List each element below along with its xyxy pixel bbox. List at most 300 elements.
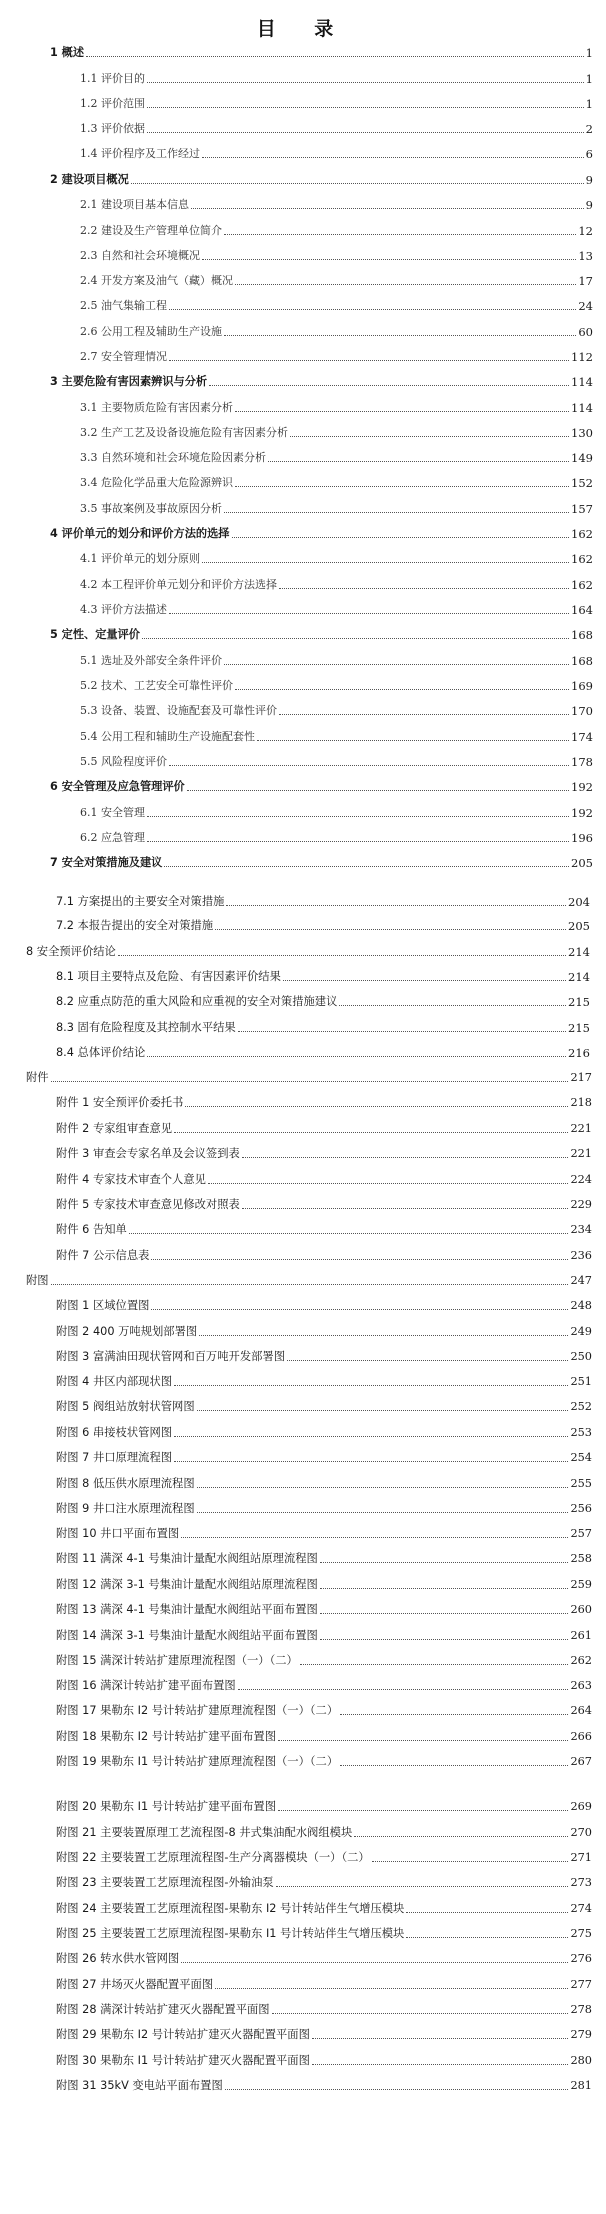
toc-entry-title: 附图 31 35kV 变电站平面布置图 [56, 2079, 223, 2092]
toc-entry-title: 附图 24 主要装置工艺原理流程图-果勒东 I2 号计转站伴生气增压模块 [56, 1902, 405, 1915]
toc-page-number: 204 [568, 895, 590, 909]
toc-page-number: 196 [571, 831, 593, 845]
dot-leader [174, 1132, 568, 1133]
toc-page-number: 214 [568, 945, 590, 959]
toc-section-entry[interactable] [80, 196, 593, 212]
dot-leader [242, 1157, 569, 1158]
toc-entry-title: 2.5 油气集输工程 [80, 299, 167, 312]
toc-section-entry[interactable] [56, 1677, 592, 1693]
dot-leader [151, 1309, 568, 1310]
dot-leader [300, 1664, 569, 1665]
toc-chapter-entry[interactable] [50, 373, 593, 389]
toc-section-entry[interactable] [56, 1196, 592, 1212]
dot-leader [268, 461, 569, 462]
toc-section-entry[interactable] [56, 1019, 590, 1035]
toc-entry-title: 2.2 建设及生产管理单位简介 [80, 224, 222, 237]
toc-page-number: 9 [585, 173, 593, 187]
toc-section-entry[interactable] [80, 804, 593, 820]
toc-section-entry[interactable] [80, 399, 593, 415]
dot-leader [191, 208, 584, 209]
dot-leader [372, 1861, 569, 1862]
toc-entry-title: 2.6 公用工程及辅助生产设施 [80, 325, 222, 338]
toc-entry-title: 附件 [26, 1071, 49, 1084]
toc-page-number: 247 [570, 1274, 592, 1287]
toc-section-entry[interactable] [80, 145, 593, 161]
toc-section-entry[interactable] [80, 677, 593, 693]
dot-leader [257, 740, 569, 741]
toc-section-entry[interactable] [80, 323, 593, 339]
toc-section-entry[interactable] [80, 474, 593, 490]
toc-section-entry[interactable] [56, 1323, 592, 1339]
toc-entry-title: 附图 16 满深计转站扩建平面布置图 [56, 1679, 236, 1692]
dot-leader [147, 132, 584, 133]
toc-section-entry[interactable] [56, 1094, 592, 1110]
toc-page-number: 192 [571, 806, 593, 820]
toc-page-number: 236 [570, 1249, 592, 1262]
dot-leader [340, 1765, 568, 1766]
toc-section-entry[interactable] [56, 2001, 592, 2017]
toc-entry-title: 附图 27 井场灭火器配置平面图 [56, 1978, 214, 1991]
toc-section-entry[interactable] [80, 95, 593, 111]
dot-leader [238, 1689, 569, 1690]
toc-page-number: 2 [585, 122, 593, 136]
toc-entry-title: 附图 8 低压供水原理流程图 [56, 1477, 195, 1490]
toc-page-number: 234 [570, 1223, 592, 1236]
dot-leader [185, 1106, 568, 1107]
toc-page-number: 157 [571, 502, 593, 516]
toc-page-number: 274 [570, 1902, 592, 1915]
toc-title: 目 录 [256, 18, 350, 40]
toc-page-number: 217 [570, 1071, 592, 1084]
toc-page-number: 12 [578, 224, 593, 238]
toc-page-number: 205 [568, 919, 590, 933]
toc-page-number: 249 [570, 1325, 592, 1338]
toc-chapter-entry[interactable] [50, 854, 593, 870]
toc-page-number: 162 [571, 552, 593, 566]
toc-entry-title: 附图 11 满深 4-1 号集油计量配水阀组站原理流程图 [56, 1552, 318, 1565]
toc-chapter-entry[interactable] [26, 1069, 592, 1085]
dot-leader [142, 638, 569, 639]
toc-chapter-entry[interactable] [26, 943, 590, 959]
toc-page-number: 13 [578, 249, 593, 263]
dot-leader [224, 664, 569, 665]
toc-page-number: 260 [570, 1603, 592, 1616]
toc-entry-title: 5.5 风险程度评价 [80, 755, 167, 768]
dot-leader [215, 929, 566, 930]
dot-leader [226, 905, 566, 906]
toc-section-entry[interactable] [56, 1849, 592, 1865]
toc-page-number: 152 [571, 476, 593, 490]
toc-section-entry[interactable] [56, 1475, 592, 1491]
toc-entry-title: 1.2 评价范围 [80, 97, 145, 110]
toc-page-number: 279 [570, 2028, 592, 2041]
toc-section-entry[interactable] [56, 1373, 592, 1389]
toc-section-entry[interactable] [56, 1247, 592, 1263]
toc-entry-title: 8.3 固有危险程度及其控制水平结果 [56, 1021, 236, 1034]
toc-page-number: 205 [571, 856, 593, 870]
dot-leader [283, 980, 566, 981]
toc-section-entry[interactable] [56, 1728, 592, 1744]
toc-entry-title: 附件 4 专家技术审查个人意见 [56, 1173, 206, 1186]
toc-page-number: 257 [570, 1527, 592, 1540]
toc-page-number: 277 [570, 1978, 592, 1991]
toc-section-entry[interactable] [56, 1702, 592, 1718]
dot-leader [279, 714, 569, 715]
dot-leader [202, 157, 584, 158]
toc-page-number: 168 [571, 654, 593, 668]
dot-leader [197, 1512, 569, 1513]
toc-section-entry[interactable] [80, 247, 593, 263]
toc-entry-title: 附图 22 主要装置工艺原理流程图-生产分离器模块（一）（二） [56, 1851, 370, 1864]
toc-section-entry[interactable] [56, 1297, 592, 1313]
toc-entry-title: 4 评价单元的划分和评价方法的选择 [50, 527, 230, 540]
toc-section-entry[interactable] [80, 728, 593, 744]
toc-entry-title: 附图 15 满深计转站扩建原理流程图（一）（二） [56, 1654, 298, 1667]
toc-page-number: 264 [570, 1704, 592, 1717]
toc-section-entry[interactable] [80, 449, 593, 465]
toc-section-entry[interactable] [80, 601, 593, 617]
dot-leader [242, 1208, 569, 1209]
toc-section-entry[interactable] [56, 893, 590, 909]
toc-entry-title: 1 概述 [50, 46, 85, 59]
toc-entry-title: 附件 7 公示信息表 [56, 1249, 150, 1262]
dot-leader [202, 562, 569, 563]
dot-leader [339, 1005, 566, 1006]
toc-entry-title: 附图 17 果勒东 I2 号计转站扩建原理流程图（一）（二） [56, 1704, 339, 1717]
toc-chapter-entry[interactable] [50, 525, 593, 541]
toc-entry-title: 附件 3 审查会专家名单及会议签到表 [56, 1147, 240, 1160]
toc-page-number: 216 [568, 1046, 590, 1060]
toc-page-number: 275 [570, 1927, 592, 1940]
toc-page-number: 256 [570, 1502, 592, 1515]
toc-entry-title: 附图 14 满深 3-1 号集油计量配水阀组站平面布置图 [56, 1629, 318, 1642]
toc-section-entry[interactable] [56, 1044, 590, 1060]
toc-section-entry[interactable] [56, 1976, 592, 1992]
toc-entry-title: 附图 21 主要装置原理工艺流程图-8 井式集油配水阀组模块 [56, 1826, 353, 1839]
toc-section-entry[interactable] [56, 1398, 592, 1414]
dot-leader [147, 841, 569, 842]
toc-page-number: 253 [570, 1426, 592, 1439]
toc-page-number: 267 [570, 1755, 592, 1768]
toc-entry-title: 附图 20 果勒东 I1 号计转站扩建平面布置图 [56, 1800, 277, 1813]
toc-section-entry[interactable] [80, 120, 593, 136]
toc-entry-title: 5.1 选址及外部安全条件评价 [80, 654, 222, 667]
toc-entry-title: 8.1 项目主要特点及危险、有害因素评价结果 [56, 970, 281, 983]
toc-entry-title: 1.4 评价程序及工作经过 [80, 147, 200, 160]
dot-leader [224, 234, 576, 235]
toc-page-number: 252 [570, 1400, 592, 1413]
toc-page-number: 248 [570, 1299, 592, 1312]
toc-section-entry[interactable] [56, 1874, 592, 1890]
dot-leader [340, 1714, 568, 1715]
toc-entry-title: 3.2 生产工艺及设备设施危险有害因素分析 [80, 426, 288, 439]
toc-entry-title: 3.3 自然环境和社会环境危险因素分析 [80, 451, 266, 464]
dot-leader [215, 1988, 568, 1989]
dot-leader [197, 1487, 569, 1488]
toc-page-number: 162 [571, 578, 593, 592]
toc-page-number: 112 [571, 350, 593, 364]
toc-page-number: 221 [570, 1122, 592, 1135]
toc-section-entry[interactable] [56, 1627, 592, 1643]
toc-chapter-entry[interactable] [50, 778, 593, 794]
toc-section-entry[interactable] [80, 550, 593, 566]
toc-entry-title: 附图 19 果勒东 I1 号计转站扩建原理流程图（一）（二） [56, 1755, 339, 1768]
toc-section-entry[interactable] [56, 1171, 592, 1187]
toc-page-number: 114 [571, 375, 593, 389]
toc-section-entry[interactable] [80, 576, 593, 592]
toc-section-entry[interactable] [56, 1576, 592, 1592]
toc-entry-title: 3.1 主要物质危险有害因素分析 [80, 401, 233, 414]
dot-leader [235, 486, 569, 487]
dot-leader [235, 284, 576, 285]
dot-leader [169, 765, 569, 766]
toc-section-entry[interactable] [56, 1824, 592, 1840]
toc-entry-title: 1.1 评价目的 [80, 72, 145, 85]
toc-page-number: 259 [570, 1578, 592, 1591]
dot-leader [320, 1613, 569, 1614]
toc-entry-title: 附图 26 转水供水管网图 [56, 1952, 180, 1965]
toc-page-number: 24 [578, 299, 593, 313]
toc-page-number: 1 [585, 46, 593, 60]
toc-entry-title: 8.4 总体评价结论 [56, 1046, 146, 1059]
toc-page-number: 168 [571, 628, 593, 642]
toc-entry-title: 附件 2 专家组审查意见 [56, 1122, 173, 1135]
toc-section-entry[interactable] [56, 1550, 592, 1566]
toc-entry-title: 2 建设项目概况 [50, 173, 129, 186]
toc-page-number: 278 [570, 2003, 592, 2016]
toc-entry-title: 附图 [26, 1274, 49, 1287]
dot-leader [129, 1233, 569, 1234]
toc-section-entry[interactable] [56, 993, 590, 1009]
dot-leader [199, 1335, 568, 1336]
toc-section-entry[interactable] [80, 70, 593, 86]
dot-leader [276, 1886, 569, 1887]
toc-entry-title: 附图 4 井区内部现状图 [56, 1375, 173, 1388]
toc-section-entry[interactable] [56, 1753, 592, 1769]
toc-entry-title: 附图 7 井口原理流程图 [56, 1451, 173, 1464]
toc-entry-title: 2.3 自然和社会环境概况 [80, 249, 200, 262]
dot-leader [147, 816, 569, 817]
toc-entry-title: 附图 5 阀组站放射状管网图 [56, 1400, 195, 1413]
dot-leader [312, 2064, 569, 2065]
dot-leader [131, 183, 584, 184]
toc-page-number: 60 [578, 325, 593, 339]
toc-section-entry[interactable] [56, 1900, 592, 1916]
toc-page-number: 254 [570, 1451, 592, 1464]
toc-entry-title: 附图 18 果勒东 I2 号计转站扩建平面布置图 [56, 1730, 277, 1743]
toc-entry-title: 5 定性、定量评价 [50, 628, 140, 641]
dot-leader [147, 82, 584, 83]
toc-entry-title: 附图 23 主要装置工艺原理流程图-外输油泵 [56, 1876, 274, 1889]
toc-section-entry[interactable] [56, 1348, 592, 1364]
toc-section-entry[interactable] [80, 297, 593, 313]
toc-chapter-entry[interactable] [26, 1272, 592, 1288]
dot-leader [187, 790, 569, 791]
toc-section-entry[interactable] [56, 1798, 592, 1814]
dot-leader [151, 1259, 568, 1260]
toc-chapter-entry[interactable] [50, 626, 593, 642]
dot-leader [86, 56, 584, 57]
toc-entry-title: 5.3 设备、装置、设施配套及可靠性评价 [80, 704, 277, 717]
toc-page-number: 114 [571, 401, 593, 415]
toc-section-entry[interactable] [80, 500, 593, 516]
dot-leader [225, 2089, 569, 2090]
toc-page-number: 276 [570, 1952, 592, 1965]
toc-page-number: 6 [585, 147, 593, 161]
toc-entry-title: 附图 1 区域位置图 [56, 1299, 150, 1312]
toc-page-number: 218 [570, 1096, 592, 1109]
toc-entry-title: 3 主要危险有害因素辨识与分析 [50, 375, 208, 388]
toc-page-number: 215 [568, 1021, 590, 1035]
dot-leader [224, 335, 576, 336]
toc-section-entry[interactable] [56, 1652, 592, 1668]
toc-section-entry[interactable] [56, 917, 590, 933]
toc-section-entry[interactable] [80, 702, 593, 718]
toc-page-number: 251 [570, 1375, 592, 1388]
dot-leader [202, 259, 576, 260]
toc-entry-title: 附件 5 专家技术审查意见修改对照表 [56, 1198, 240, 1211]
dot-leader [181, 1962, 568, 1963]
toc-entry-title: 附图 25 主要装置工艺原理流程图-果勒东 I1 号计转站伴生气增压模块 [56, 1927, 405, 1940]
dot-leader [235, 411, 569, 412]
toc-page-number: 1 [585, 97, 593, 111]
toc-entry-title: 2.7 安全管理情况 [80, 350, 167, 363]
toc-section-entry[interactable] [56, 968, 590, 984]
dot-leader [287, 1360, 568, 1361]
toc-page-number: 130 [571, 426, 593, 440]
toc-page-number: 9 [585, 198, 593, 212]
dot-leader [169, 360, 569, 361]
dot-leader [232, 537, 570, 538]
toc-section-entry[interactable] [56, 1449, 592, 1465]
toc-entry-title: 7.2 本报告提出的安全对策措施 [56, 919, 214, 932]
toc-page-number: 266 [570, 1730, 592, 1743]
toc-page-number: 174 [571, 730, 593, 744]
dot-leader [197, 1410, 569, 1411]
toc-entry-title: 6.2 应急管理 [80, 831, 145, 844]
toc-page-number: 169 [571, 679, 593, 693]
dot-leader [174, 1385, 568, 1386]
toc-page-number: 255 [570, 1477, 592, 1490]
dot-leader [209, 385, 569, 386]
dot-leader [278, 1810, 568, 1811]
toc-entry-title: 附图 28 满深计转站扩建灭火器配置平面图 [56, 2003, 270, 2016]
toc-entry-title: 附件 1 安全预评价委托书 [56, 1096, 184, 1109]
dot-leader [51, 1284, 569, 1285]
toc-section-entry[interactable] [56, 1525, 592, 1541]
toc-entry-title: 6 安全管理及应急管理评价 [50, 780, 185, 793]
toc-entry-title: 附图 2 400 万吨规划部署图 [56, 1325, 198, 1338]
toc-section-entry[interactable] [56, 1925, 592, 1941]
toc-entry-title: 附图 3 富满油田现状管网和百万吨开发部署图 [56, 1350, 286, 1363]
toc-page-number: 269 [570, 1800, 592, 1813]
toc-entry-title: 4.3 评价方法描述 [80, 603, 167, 616]
toc-entry-title: 4.1 评价单元的划分原则 [80, 552, 200, 565]
toc-page-number: 164 [571, 603, 593, 617]
toc-section-entry[interactable] [80, 222, 593, 238]
toc-entry-title: 附图 6 串接枝状管网图 [56, 1426, 173, 1439]
dot-leader [272, 2013, 569, 2014]
toc-section-entry[interactable] [56, 1221, 592, 1237]
toc-chapter-entry[interactable] [50, 171, 593, 187]
dot-leader [174, 1461, 568, 1462]
toc-section-entry[interactable] [56, 2077, 592, 2093]
toc-page-number: 273 [570, 1876, 592, 1889]
toc-section-entry[interactable] [80, 652, 593, 668]
toc-entry-title: 1.3 评价依据 [80, 122, 145, 135]
dot-leader [174, 1436, 568, 1437]
toc-entry-title: 2.1 建设项目基本信息 [80, 198, 189, 211]
dot-leader [320, 1562, 569, 1563]
toc-section-entry[interactable] [56, 1950, 592, 1966]
toc-page-number: 250 [570, 1350, 592, 1363]
dot-leader [118, 955, 566, 956]
toc-page-number: 270 [570, 1826, 592, 1839]
toc-section-entry[interactable] [56, 1424, 592, 1440]
toc-page-number: 214 [568, 970, 590, 984]
dot-leader [51, 1081, 569, 1082]
toc-entry-title: 2.4 开发方案及油气（藏）概况 [80, 274, 233, 287]
toc-entry-title: 附图 10 井口平面布置图 [56, 1527, 180, 1540]
dot-leader [235, 689, 569, 690]
toc-page-number: 1 [585, 72, 593, 86]
toc-entry-title: 3.4 危险化学品重大危险源辨识 [80, 476, 233, 489]
toc-page-number: 170 [571, 704, 593, 718]
toc-entry-title: 5.4 公用工程和辅助生产设施配套性 [80, 730, 255, 743]
toc-section-entry[interactable] [56, 2026, 592, 2042]
toc-chapter-entry[interactable] [50, 44, 593, 60]
dot-leader [320, 1639, 569, 1640]
toc-entry-title: 7.1 方案提出的主要安全对策措施 [56, 895, 225, 908]
toc-page-number: 263 [570, 1679, 592, 1692]
toc-section-entry[interactable] [80, 753, 593, 769]
toc-entry-title: 4.2 本工程评价单元划分和评价方法选择 [80, 578, 277, 591]
toc-entry-title: 5.2 技术、工艺安全可靠性评价 [80, 679, 233, 692]
toc-page-number: 258 [570, 1552, 592, 1565]
dot-leader [181, 1537, 568, 1538]
toc-entry-title: 7 安全对策措施及建议 [50, 856, 163, 869]
toc-section-entry[interactable] [80, 829, 593, 845]
toc-entry-title: 8 安全预评价结论 [26, 945, 116, 958]
toc-entry-title: 附图 12 满深 3-1 号集油计量配水阀组站原理流程图 [56, 1578, 318, 1591]
toc-page-number: 229 [570, 1198, 592, 1211]
toc-section-entry[interactable] [56, 1500, 592, 1516]
dot-leader [169, 309, 576, 310]
toc-section-entry[interactable] [56, 2052, 592, 2068]
toc-entry-title: 附图 30 果勒东 I1 号计转站扩建灭火器配置平面图 [56, 2054, 310, 2067]
dot-leader [320, 1588, 569, 1589]
toc-page-number: 162 [571, 527, 593, 541]
toc-page-number: 149 [571, 451, 593, 465]
dot-leader [278, 1740, 568, 1741]
toc-section-entry[interactable] [80, 424, 593, 440]
toc-section-entry[interactable] [56, 1120, 592, 1136]
dot-leader [279, 588, 569, 589]
toc-section-entry[interactable] [56, 1145, 592, 1161]
dot-leader [147, 1056, 566, 1057]
toc-section-entry[interactable] [80, 272, 593, 288]
dot-leader [238, 1031, 566, 1032]
dot-leader [406, 1912, 568, 1913]
dot-leader [354, 1836, 568, 1837]
toc-entry-title: 8.2 应重点防范的重大风险和应重视的安全对策措施建议 [56, 995, 338, 1008]
toc-section-entry[interactable] [56, 1601, 592, 1617]
toc-page-number: 281 [570, 2079, 592, 2092]
toc-section-entry[interactable] [80, 348, 593, 364]
dot-leader [290, 436, 569, 437]
toc-entry-title: 6.1 安全管理 [80, 806, 145, 819]
toc-entry-title: 附图 29 果勒东 I2 号计转站扩建灭火器配置平面图 [56, 2028, 310, 2041]
